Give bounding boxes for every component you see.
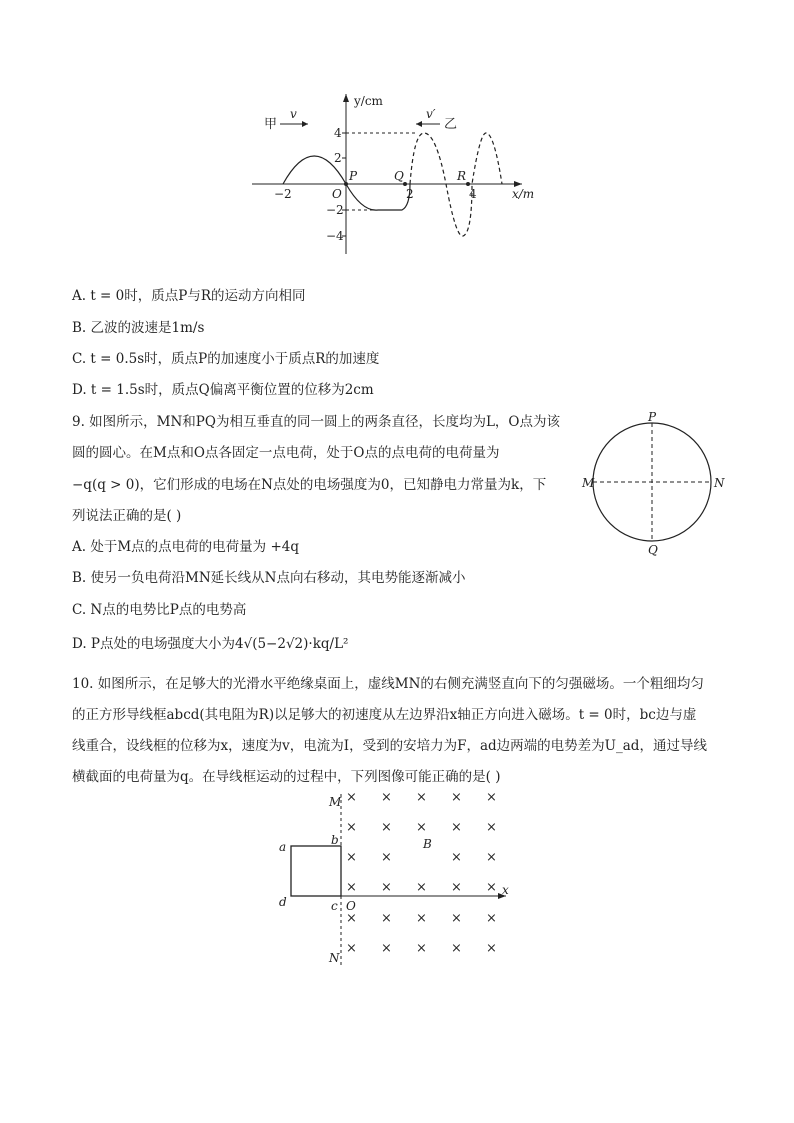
- x-tick-2: 2: [406, 187, 414, 201]
- y-tick-4: 4: [334, 126, 342, 140]
- circle-figure: [578, 408, 728, 556]
- point-R-label: R: [457, 169, 467, 183]
- label-M: M: [582, 476, 595, 490]
- cross-mark: ×: [346, 820, 357, 835]
- wave-yi-speed: v′: [426, 107, 436, 121]
- cross-mark: ×: [381, 850, 392, 865]
- cross-mark: ×: [451, 850, 462, 865]
- y-tick-2: 2: [334, 151, 342, 165]
- cross-mark: ×: [451, 880, 462, 895]
- point-Q-label: Q: [394, 169, 404, 183]
- q8-option-c: C. t = 0.5s时，质点P的加速度小于质点R的加速度: [72, 351, 380, 367]
- cross-mark: ×: [451, 790, 462, 805]
- label-b: b: [331, 833, 339, 847]
- cross-mark: ×: [451, 911, 462, 926]
- label-N: N: [714, 476, 725, 490]
- q8-option-a: A. t = 0时，质点P与R的运动方向相同: [72, 288, 306, 304]
- q9-stem-line-4: 列说法正确的是( ): [72, 508, 182, 524]
- label-c: c: [331, 899, 338, 913]
- cross-mark: ×: [346, 850, 357, 865]
- wave-figure: [250, 88, 550, 258]
- label-a: a: [279, 840, 287, 854]
- q9-option-d: D. P点处的电场强度大小为4√(5−2√2)·kq/L²: [72, 636, 349, 652]
- q10-stem-line-3: 线重合，设线框的位移为x，速度为v，电流为I，受到的安培力为F，ad边两端的电势差为U_ad，通过导线: [72, 738, 707, 754]
- q9-option-a: A. 处于M点的点电荷的电荷量为 +4q: [72, 539, 299, 555]
- point-P-label: P: [349, 169, 358, 183]
- cross-mark: ×: [486, 790, 497, 805]
- cross-mark: ×: [381, 911, 392, 926]
- x-tick-neg2: −2: [274, 187, 292, 201]
- origin-label: O: [332, 187, 342, 201]
- cross-mark: ×: [486, 820, 497, 835]
- field-crosses: [346, 790, 497, 956]
- cross-mark: ×: [486, 941, 497, 956]
- cross-mark: ×: [486, 880, 497, 895]
- x-axis-label: x: [502, 883, 509, 897]
- field-figure: [272, 786, 522, 970]
- q10-stem-line-1: 10. 如图所示，在足够大的光滑水平绝缘桌面上，虚线MN的右侧充满竖直向下的匀强磁场。一个粗细均匀: [72, 676, 704, 692]
- cross-mark: ×: [416, 880, 427, 895]
- q9-option-b: B. 使另一负电荷沿MN延长线从N点向右移动，其电势能逐渐减小: [72, 570, 466, 586]
- cross-mark: ×: [346, 911, 357, 926]
- label-Q: Q: [648, 543, 658, 556]
- cross-mark: ×: [346, 790, 357, 805]
- field-label-B: B: [423, 837, 432, 851]
- wave-jia-speed: v: [290, 107, 297, 121]
- q8-option-d: D. t = 1.5s时，质点Q偏离平衡位置的位移为2cm: [72, 382, 374, 398]
- y-tick-neg4: −4: [326, 229, 344, 243]
- label-d: d: [279, 895, 287, 909]
- wave-yi: [410, 133, 502, 236]
- y-axis-arrow: [343, 94, 349, 102]
- q10-stem-line-4: 横截面的电荷量为q。在导线框运动的过程中，下列图像可能正确的是( ): [72, 769, 501, 785]
- x-axis-label: x/m: [512, 187, 535, 201]
- label-P: P: [648, 410, 657, 424]
- wave-yi-label: 乙: [444, 117, 458, 132]
- cross-mark: ×: [451, 820, 462, 835]
- point-P-dot: [344, 182, 348, 186]
- cross-mark: ×: [486, 850, 497, 865]
- cross-mark: ×: [346, 880, 357, 895]
- q9-option-c: C. N点的电势比P点的电势高: [72, 602, 247, 618]
- label-O: O: [346, 899, 356, 913]
- q8-option-b: B. 乙波的波速是1m/s: [72, 320, 205, 336]
- cross-mark: ×: [416, 820, 427, 835]
- cross-mark: ×: [416, 790, 427, 805]
- cross-mark: ×: [381, 790, 392, 805]
- cross-mark: ×: [346, 941, 357, 956]
- cross-mark: ×: [486, 911, 497, 926]
- cross-mark: ×: [381, 880, 392, 895]
- cross-mark: ×: [416, 941, 427, 956]
- y-axis-label: y/cm: [354, 94, 383, 108]
- y-tick-neg2: −2: [326, 203, 344, 217]
- wave-jia-label: 甲: [264, 117, 278, 132]
- point-R-dot: [466, 182, 470, 186]
- q9-stem-line-3: −q(q > 0)，它们形成的电场在N点处的电场强度为0，已知静电力常量为k，下: [72, 477, 547, 493]
- cross-mark: ×: [381, 820, 392, 835]
- square-frame-abcd: [291, 846, 341, 896]
- label-M: M: [329, 795, 342, 809]
- x-tick-4: 4: [469, 187, 477, 201]
- q10-stem-line-2: 的正方形导线框abcd(其电阻为R)以足够大的初速度从左边界沿x轴正方向进入磁场。t = 0时，bc边与虚: [72, 707, 697, 723]
- label-N: N: [329, 951, 340, 965]
- q9-stem-line-1: 9. 如图所示，MN和PQ为相互垂直的同一圆上的两条直径，长度均为L，O点为该: [72, 414, 560, 430]
- cross-mark: ×: [416, 911, 427, 926]
- cross-mark: ×: [451, 941, 462, 956]
- cross-mark: ×: [381, 941, 392, 956]
- q9-stem-line-2: 圆的圆心。在M点和O点各固定一点电荷，处于O点的点电荷的电荷量为: [72, 445, 500, 461]
